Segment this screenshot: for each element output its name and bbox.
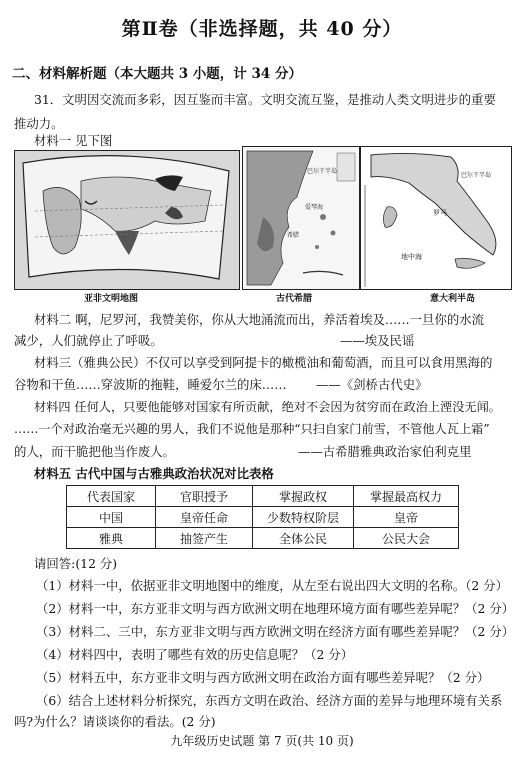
map-text-balkan-2: 巴尔干半岛: [461, 172, 492, 179]
material2-source: ——埃及民谣: [340, 333, 415, 348]
question-6-line1: （6）结合上述材料分析探究，东西方文明在政治、经济方面的差异与地理环境有关系: [36, 693, 503, 708]
table-cell: 公民大会: [354, 528, 459, 549]
table-header-row: [67, 486, 459, 507]
q31-intro-line2: 推动力。: [14, 116, 64, 131]
map-caption-asia-africa: 亚非文明地图: [84, 294, 139, 304]
question-5: （5）材料五中，东方亚非文明与西方欧洲文明在政治方面有哪些差异呢？（2 分）: [36, 670, 490, 685]
material4-source: ——古希腊雅典政治家伯利克里: [298, 444, 472, 459]
section-heading: 二、材料解析题（本大题共 3 小题，计 34 分）: [12, 66, 302, 82]
map-text-mediterranean: 地中海: [401, 253, 422, 261]
material4-line3: 的人，而干脆把他当作废人。: [14, 444, 176, 459]
table-header-cell: 代表国家: [67, 486, 156, 507]
table-cell: 皇帝任命: [156, 507, 253, 528]
ancient-greece-map: [242, 146, 360, 290]
q31-intro-line1: 31．文明因交流而多彩，因互鉴而丰富。文明交流互鉴，是推动人类文明进步的重要: [34, 92, 496, 107]
italy-map: [360, 146, 512, 290]
question-1: （1）材料一中，依据亚非文明地图中的维度，从左至右说出四大文明的名称。（2 分）: [36, 578, 508, 593]
map-caption-italy: 意大利半岛: [430, 294, 476, 304]
table-cell: 少数特权阶层: [253, 507, 354, 528]
table-cell: 抽签产生: [156, 528, 253, 549]
page-title: 第Ⅱ卷（非选择题，共 40 分）: [121, 18, 403, 40]
map-text-aegean: 爱琴海: [305, 204, 324, 211]
table-row: [67, 528, 459, 549]
material1-label: 材料一 见下图: [34, 133, 113, 148]
table-header-cell: 掌握最高权力: [354, 486, 459, 507]
questions-prompt: 请回答:(12 分): [34, 556, 118, 571]
politics-comparison-table: [66, 485, 459, 549]
material2-line1: 材料二 啊，尼罗河，我赞美你，你从大地涌流而出，养活着埃及……一旦你的水流: [34, 312, 485, 327]
map-text-balkan: 巴尔干半岛: [307, 168, 338, 175]
material2-line2: 减少，人们就停止了呼吸。: [14, 333, 163, 348]
table-row: [67, 507, 459, 528]
table-cell: 皇帝: [354, 507, 459, 528]
asia-africa-map: [14, 150, 240, 290]
question-4: （4）材料四中，表明了哪些有效的历史信息呢？（2 分）: [36, 647, 354, 662]
question-3: （3）材料二、三中，东方亚非文明与西方欧洲文明在经济方面有哪些差异呢？（2 分）: [36, 624, 515, 639]
map-text-greece: 希腊: [287, 232, 300, 239]
material3-source: ——《剑桥古代史》: [316, 377, 428, 392]
map-caption-greece: 古代希腊: [276, 294, 313, 304]
table-header-cell: 掌握政权: [253, 486, 354, 507]
material3-line2: 谷物和干鱼……穿波斯的拖鞋，睡爱尔兰的床……: [14, 377, 287, 392]
material5-label: 材料五 古代中国与古雅典政治状况对比表格: [34, 466, 274, 481]
map-text-rome: 罗马: [433, 209, 447, 217]
table-cell: 雅典: [67, 528, 156, 549]
material4-line2: ……一个对政治毫无兴趣的男人，我们不说他是那种“只扫自家门前雪，不管他人瓦上霜”: [14, 422, 490, 436]
material3-line1: 材料三（雅典公民）不仅可以享受到阿提卡的橄榄油和葡萄酒，而且可以食用黑海的: [34, 355, 493, 370]
table-header-cell: 官职授予: [156, 486, 253, 507]
question-6-line2: 吗?为什么？请谈谈你的看法。(2 分): [14, 714, 216, 729]
table-cell: 中国: [67, 507, 156, 528]
material4-line1: 材料四 任何人，只要他能够对国家有所贡献，绝对不会因为贫穷而在政治上湮没无闻。: [34, 400, 501, 414]
page-footer: 九年级历史试题 第 7 页(共 10 页): [170, 734, 354, 748]
table-cell: 全体公民: [253, 528, 354, 549]
question-2: （2）材料一中，东方亚非文明与西方欧洲文明在地理环境方面有哪些差异呢？（2 分）: [36, 601, 515, 616]
